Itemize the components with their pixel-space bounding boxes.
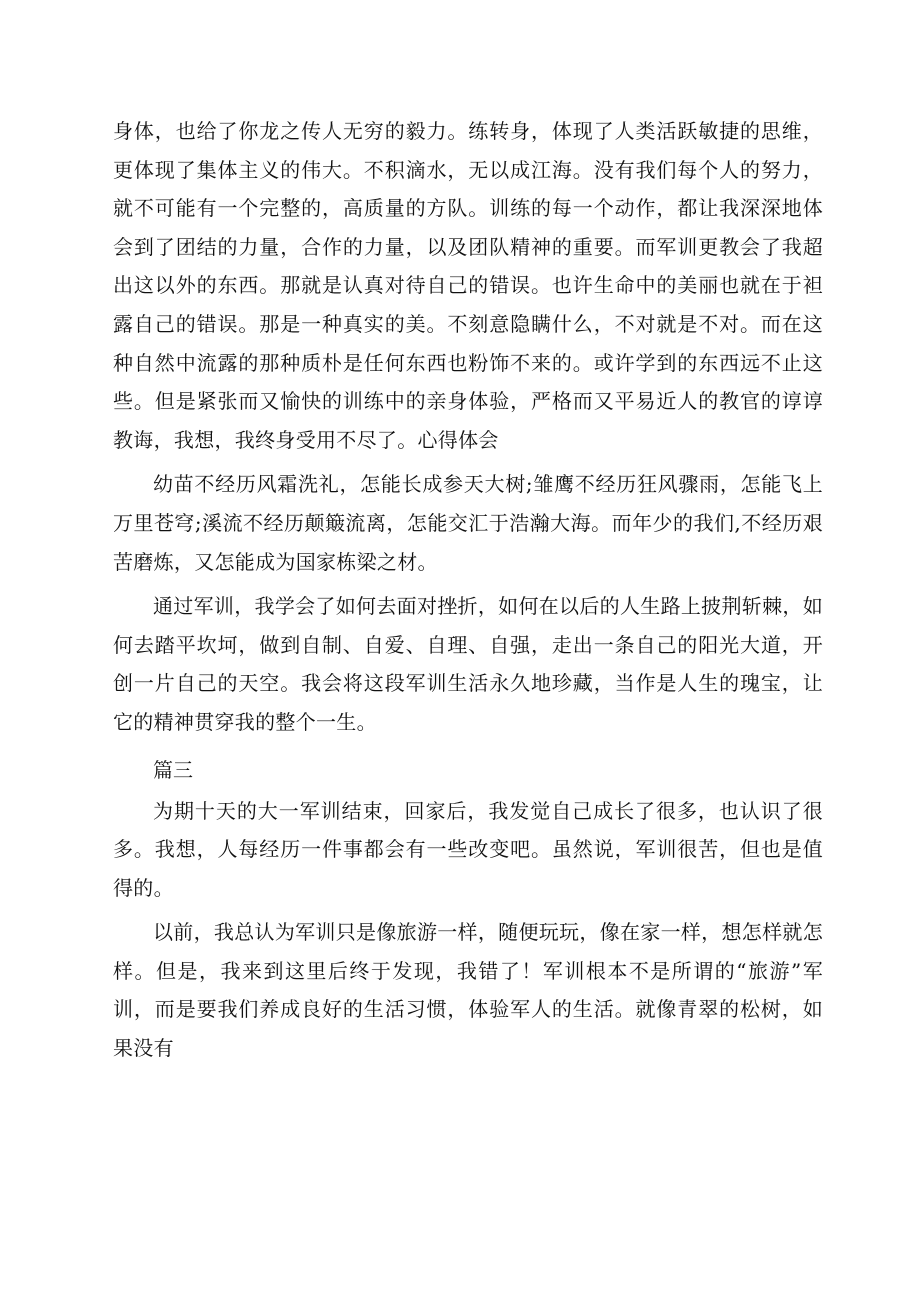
paragraph-seedling: 幼苗不经历风霜洗礼，怎能长成参天大树;雏鹰不经历狂风骤雨，怎能飞上万里苍穹;溪流不经历颠簸流离，怎能交汇于浩瀚大海。而年少的我们,不经历艰苦磨炼，又怎能成为国家栋梁之材。 (113, 472, 823, 574)
section-heading: 篇三 (153, 757, 193, 782)
paragraph-before: 以前，我总认为军训只是像旅游一样，随便玩玩，像在家一样，想怎样就怎样。但是，我来到这里后终于发现，我错了！军训根本不是所谓的“旅游”军训，而是要我们养成良好的生活习惯，体验军人的生活。就像青翠的松树，如果没有 (113, 920, 823, 1061)
paragraph-military-training: 通过军训，我学会了如何去面对挫折，如何在以后的人生路上披荆斩棘，如何去踏平坎坷，做到自制、自爱、自理、自强，走出一条自己的阳光大道，开创一片自己的天空。我会将这段军训生活永久地珍藏，当作是人生的瑰宝，让它的精神贯穿我的整个一生。 (113, 594, 823, 734)
paragraph-body-continued: 身体，也给了你龙之传人无穷的毅力。练转身，体现了人类活跃敏捷的思维，更体现了集体主义的伟大。不积滴水，无以成江海。没有我们每个人的努力，就不可能有一个完整的，高质量的方队。训练的每一个动作，都让我深深地体会到了团结的力量，合作的力量，以及团队精神的重要。而军训更教会了我超出这以外的东西。那就是认真对待自己的错误。也许生命中的美丽也就在于袒露自己的错误。那是一种真实的美。不刻意隐瞒什么，不对就是不对。而在这种自然中流露的那种质朴是任何东西也粉饰不来的。或许学到的东西远不止这些。但是紧张而又愉快的训练中的亲身体验，严格而又平易近人的教官的谆谆教诲，我想，我终身受用不尽了。心得体会 (113, 119, 823, 452)
paragraph-ten-days: 为期十天的大一军训结束，回家后，我发觉自己成长了很多，也认识了很多。我想，人每经历一件事都会有一些改变吧。虽然说，军训很苦，但也是值得的。 (113, 798, 823, 900)
document-page (113, 112, 823, 1068)
